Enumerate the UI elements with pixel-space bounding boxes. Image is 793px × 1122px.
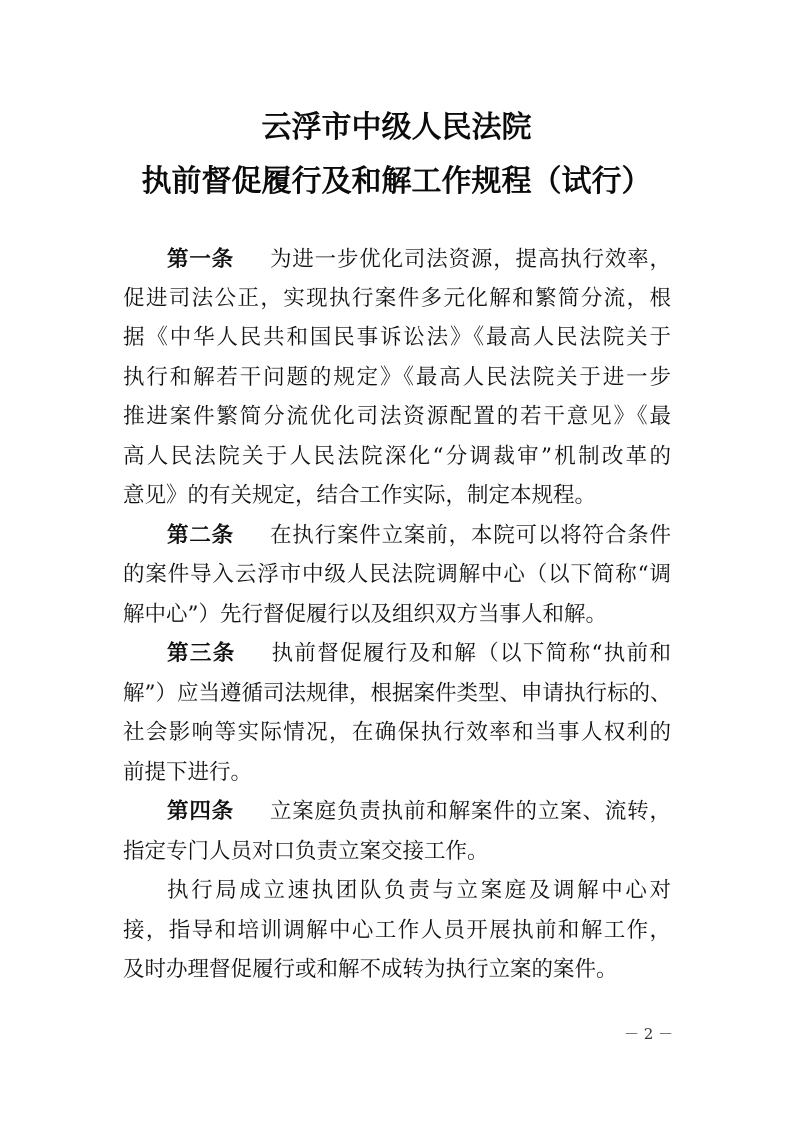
article-4-first-line [167,793,671,831]
article-1-line-3: 据《中华人民共和国民事诉讼法》《最高人民法院关于 [123,325,671,350]
article-3-line-2: 解”）应当遵循司法规律，根据案件类型、申请执行标的、 [123,681,672,706]
article-1-line-2: 促进司法公正，实现执行案件多元化解和繁简分流，根 [123,286,671,311]
document-title-rules: 执前督促履行及和解工作规程（试行） [141,164,652,199]
article-4-paragraph-2-line-2: 接，指导和培训调解中心工作人员开展执前和解工作， [123,918,671,943]
article-1-line-4: 执行和解若干问题的规定》《最高人民法院关于进一步 [123,365,671,390]
article-1-line-7: 意见》的有关规定，结合工作实际，制定本规程。 [123,483,597,508]
article-2-line-2: 的案件导入云浮市中级人民法院调解中心（以下简称“调 [123,562,671,587]
article-4-label: 第四条 [167,799,234,824]
article-4-line-1: 立案庭负责执前和解案件的立案、流转， [269,799,671,824]
article-3-line-4: 前提下进行。 [123,760,253,785]
document-title-court: 云浮市中级人民法院 [261,110,532,145]
page-number: － 2 － [624,1025,674,1043]
article-2-line-3: 解中心”）先行督促履行以及组织双方当事人和解。 [123,602,607,627]
article-1-line-1: 为进一步优化司法资源，提高执行效率， [269,247,671,272]
article-2-line-1: 在执行案件立案前，本院可以将符合条件 [269,523,671,548]
article-1-first-line [167,241,671,279]
article-2-label: 第二条 [167,523,234,548]
article-4-paragraph-2-line-1: 执行局成立速执团队负责与立案庭及调解中心对 [167,878,671,903]
article-4-line-2: 指定专门人员对口负责立案交接工作。 [123,839,489,864]
article-3-label: 第三条 [167,641,236,666]
article-2-first-line [167,517,671,555]
article-1-line-6: 高人民法院关于人民法院深化“分调裁审”机制改革的 [123,444,671,469]
article-1-line-5: 推进案件繁简分流优化司法资源配置的若干意见》《最 [123,404,671,429]
article-3-line-3: 社会影响等实际情况，在确保执行效率和当事人权利的 [123,720,671,745]
article-3-first-line [167,635,671,673]
article-3-line-1: 执前督促履行及和解（以下简称“执前和 [271,641,671,666]
article-4-paragraph-2-line-3: 及时办理督促履行或和解不成转为执行立案的案件。 [123,957,618,982]
article-1-label: 第一条 [167,247,234,272]
